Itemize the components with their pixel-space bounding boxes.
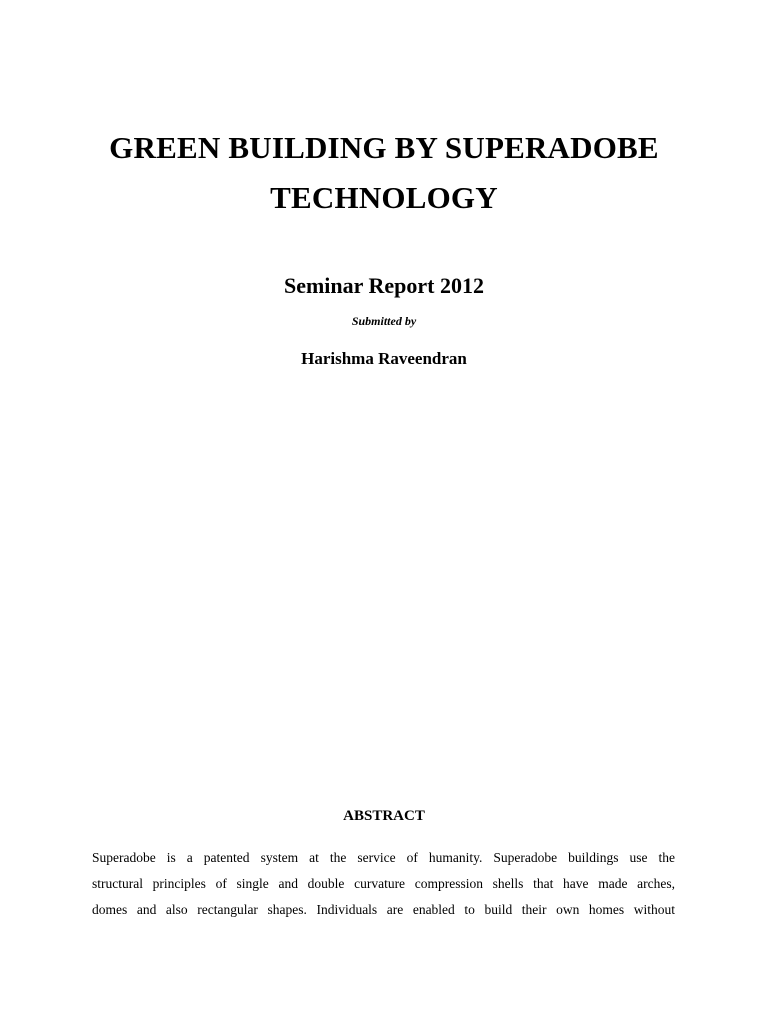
document-title-line-2: TECHNOLOGY	[270, 180, 498, 215]
abstract-line: Superadobe is a patented system at the service of humanity. Superadobe buildings use the	[92, 850, 675, 865]
author-name: Harishma Raveendran	[301, 349, 467, 368]
abstract-line: domes and also rectangular shapes. Individuals are enabled to build their own homes without	[92, 902, 675, 917]
document-title-line-1: GREEN BUILDING BY SUPERADOBE	[109, 130, 659, 165]
abstract-line: structural principles of single and double curvature compression shells that have made arches,	[92, 876, 675, 891]
abstract-body	[92, 845, 675, 923]
submitted-by-label: Submitted by	[351, 314, 417, 328]
report-subtitle: Seminar Report 2012	[283, 273, 485, 298]
abstract-heading: ABSTRACT	[343, 808, 425, 824]
